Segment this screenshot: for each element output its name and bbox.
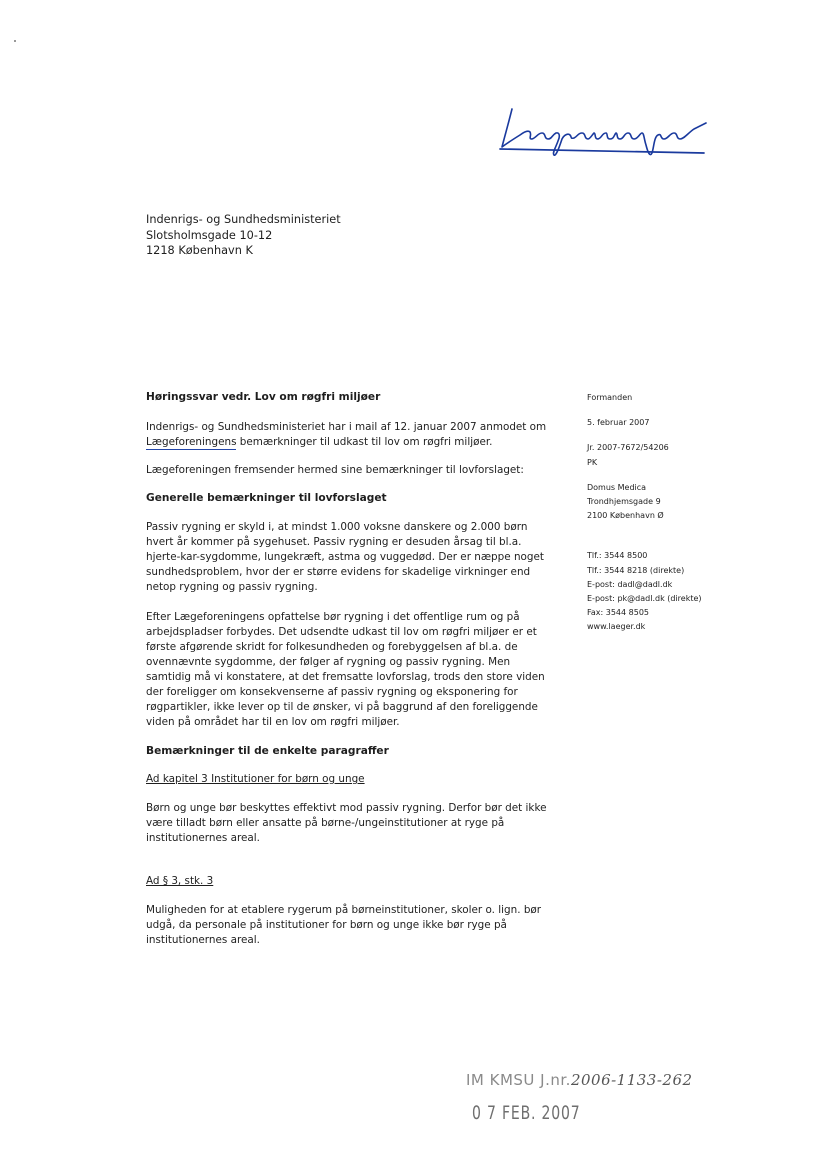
sidebar-web: www.laeger.dk — [587, 622, 646, 632]
letter-title: Høringssvar vedr. Lov om røgfri miljøer — [146, 391, 381, 403]
sidebar-street: Trondhjemsgade 9 — [587, 497, 661, 507]
sidebar-phone-direct: Tlf.: 3544 8218 (direkte) — [587, 565, 685, 575]
logo-underline-stroke — [500, 149, 704, 153]
subheading-section-3: Ad § 3, stk. 3 — [146, 875, 214, 887]
subheading-chapter-3: Ad kapitel 3 Institutioner for børn og unge — [146, 773, 365, 785]
letter-body — [146, 390, 556, 948]
recipient-line-2: Slotsholmsgade 10-12 — [146, 228, 273, 242]
paragraph-1: Passiv rygning er skyld i, at mindst 1.000 voksne danskere og 2.000 børn hvert år kommer på sygehuset. Passiv rygning er desuden årsag til bl.a. hjerte-kar-sygdomme, lungekræft, astma og vuggedød. Der er næppe noget sundhedsproblem, hvor der er større evidens for skadelige virkninger end netop rygning og passiv rygning. — [146, 521, 544, 593]
intro-paragraph — [146, 420, 556, 450]
logo-signature-svg — [490, 95, 720, 165]
stamp-handwritten-number: 2006-1133-262 — [570, 1071, 693, 1089]
sidebar-city: 2100 København Ø — [587, 511, 664, 521]
paragraph-3: Børn og unge bør beskyttes effektivt mod passiv rygning. Derfor bør det ikke være tilladt børn eller ansatte på børne-/ungeinstitutioner at ryge på institutionernes areal. — [146, 802, 547, 844]
sender-sidebar — [587, 391, 787, 635]
intro-text-a: Indenrigs- og Sundhedsministeriet har i mail af 12. januar 2007 anmodet om — [146, 421, 547, 433]
intro-text-c: bemærkninger til udkast til lov om røgfri miljøer. — [236, 436, 493, 448]
heading-general: Generelle bemærkninger til lovforslaget — [146, 492, 387, 504]
heading-paragraphs: Bemærkninger til de enkelte paragraffer — [146, 745, 389, 757]
recipient-address — [146, 212, 341, 259]
paragraph-2: Efter Lægeforeningens opfattelse bør rygning i det offentlige rum og på arbejdspladser forbydes. Det udsendte udkast til lov om røgfri miljøer er et første afgørende skridt for folkesundheden og forebyggelsen af bl.a. de ovennævnte sygdomme, der følger af rygning og passiv rygning. Men samtidig må vi konstatere, at det fremsatte lovforslag, trods den store viden der foreligger om konsekvenserne af passiv rygning og eksponering for røgpartikler, ikke lever op til de ønsker, vi på baggrund af den foreliggende viden på området har til en lov om røgfri miljøer. — [146, 611, 545, 728]
receipt-stamp-journal — [466, 1071, 693, 1089]
paragraph-4: Muligheden for at etablere rygerum på børneinstitutioner, skoler o. lign. bør udgå, da personale på institutioner for børn og unge ikke bør ryge på institutionernes areal. — [146, 904, 542, 946]
scan-speck — [14, 40, 16, 42]
sidebar-email-direct: E-post: pk@dadl.dk (direkte) — [587, 594, 702, 604]
sidebar-date: 5. februar 2007 — [587, 418, 650, 428]
recipient-line-3: 1218 København K — [146, 244, 253, 257]
sidebar-phone: Tlf.: 3544 8500 — [587, 551, 648, 561]
sidebar-initials: PK — [587, 457, 598, 467]
intro-text-b: Lægeforeningens — [146, 436, 237, 448]
sidebar-role: Formanden — [587, 393, 633, 402]
recipient-line-1: Indenrigs- og Sundhedsministeriet — [146, 213, 341, 226]
intro2-paragraph: Lægeforeningen fremsender hermed sine bemærkninger til lovforslaget: — [146, 464, 524, 476]
sidebar-fax: Fax: 3544 8505 — [587, 608, 650, 618]
sidebar-email: E-post: dadl@dadl.dk — [587, 579, 673, 589]
sidebar-reference: Jr. 2007-7672/54206 — [587, 443, 669, 453]
receipt-stamp-date: 0 7 FEB. 2007 — [472, 1102, 581, 1124]
laegeforeningen-signature-logo — [490, 95, 720, 165]
logo-handwriting-stroke — [502, 109, 706, 155]
stamp-label: IM KMSU J.nr. — [466, 1071, 571, 1089]
sidebar-org: Domus Medica — [587, 482, 647, 492]
